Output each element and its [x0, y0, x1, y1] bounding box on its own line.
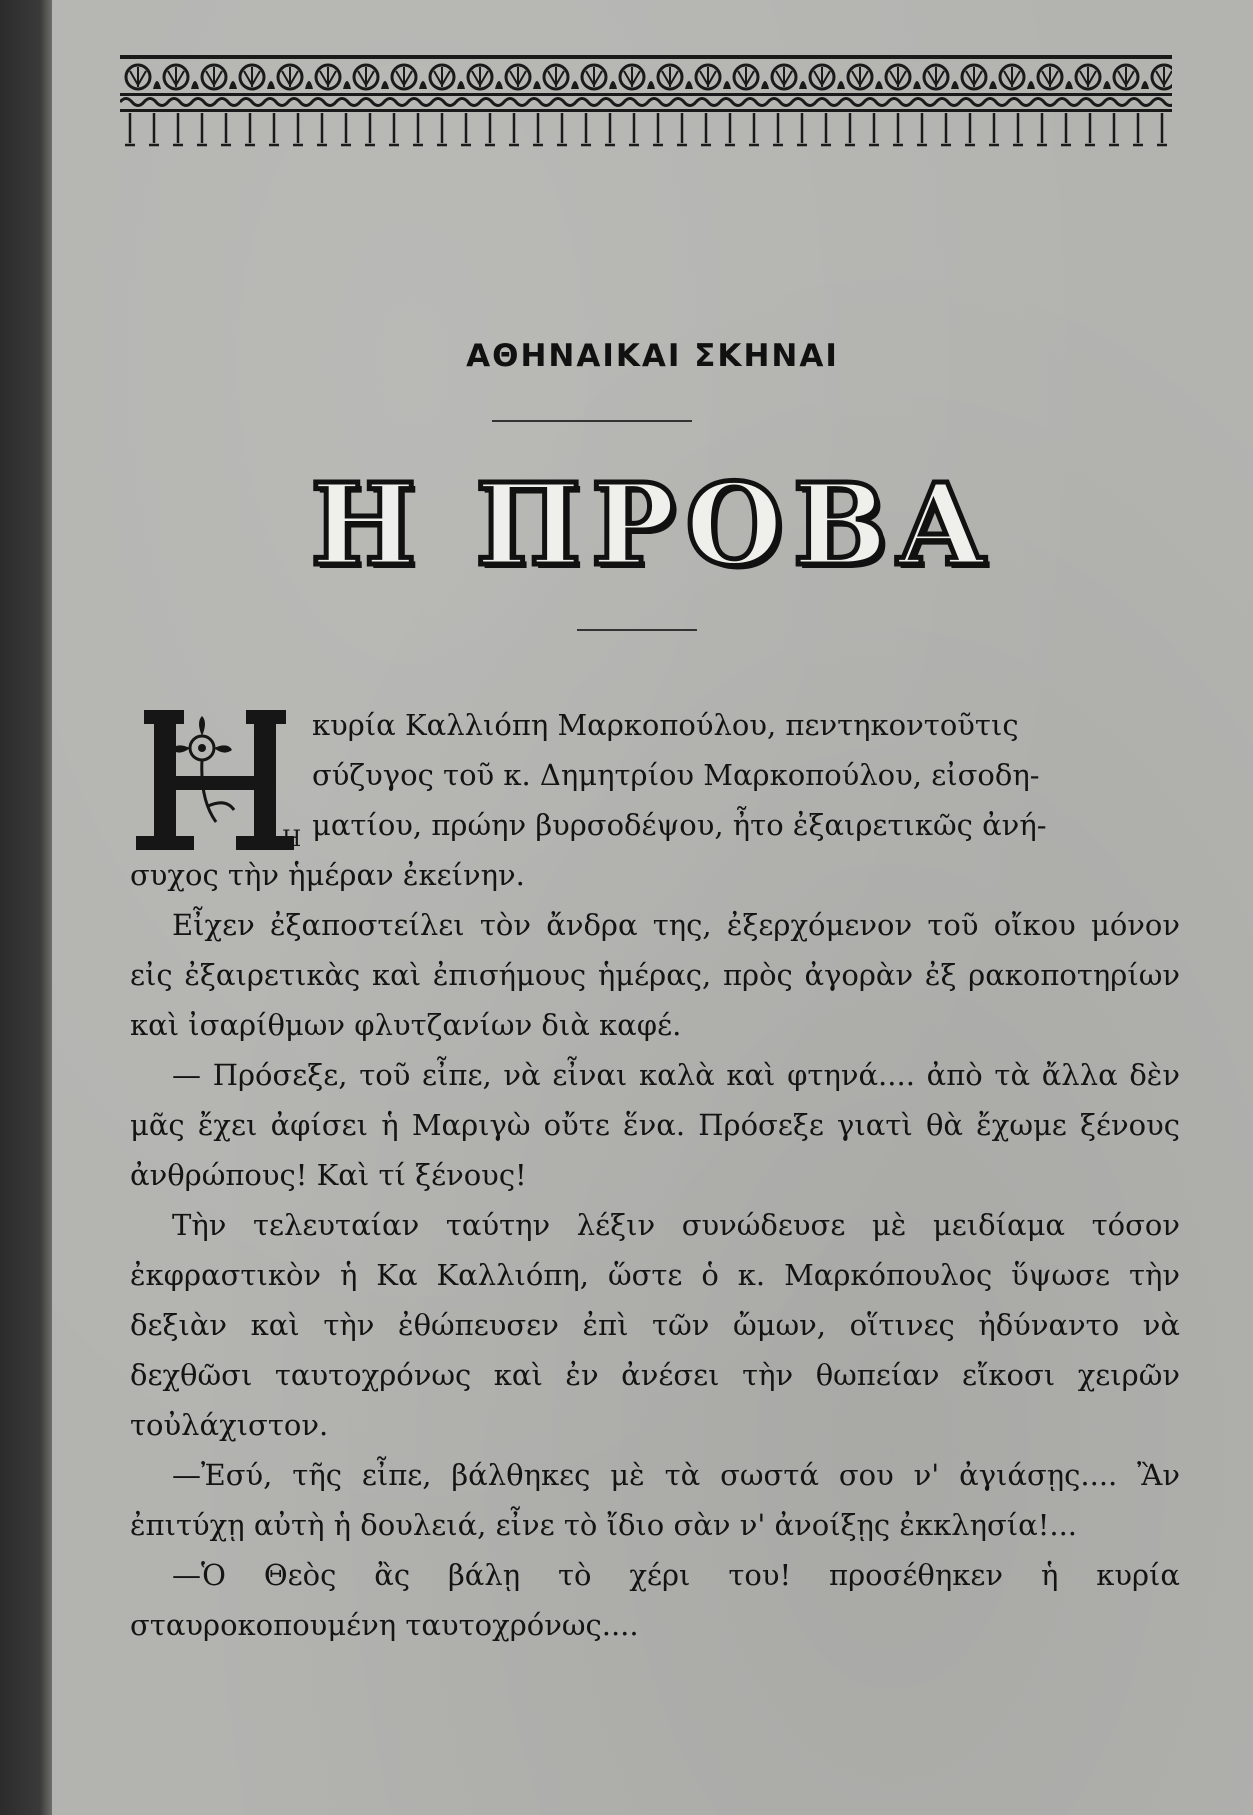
paragraph: Εἶχεν ἐξαποστείλει τὸν ἄνδρα της, ἐξερχόμενον τοῦ οἴκου μόνον εἰς ἐξαιρετικὰς καὶ ἐπισήμους ἡμέρας, πρὸς ἀγορὰν ἐξ ρακοποτηρίων καὶ ἰσαρίθμων φλυτζανίων διὰ καφέ.: [130, 908, 1180, 1042]
section-title: ΑΘΗΝΑΙΚΑΙ ΣΚΗΝΑΙ: [466, 338, 839, 374]
intro-line: ματίου, πρώην βυρσοδέψου, ἦτο ἐξαιρετικῶς ἀνή-: [312, 808, 1047, 842]
article-body: [130, 700, 1180, 1650]
article-title: Η ΠΡΟΒΑ: [310, 460, 995, 591]
dropcap-letter: Η: [282, 827, 302, 850]
book-page: [52, 0, 1253, 1815]
book-binding-edge: [0, 0, 52, 1815]
ornamental-header-band: [120, 55, 1172, 160]
paragraph: συχος τὴν ἡμέραν ἐκείνην.: [130, 858, 525, 892]
divider-rule: [492, 420, 692, 422]
paragraph: Τὴν τελευταίαν ταύτην λέξιν συνώδευσε μὲ μειδίαμα τόσον ἐκφραστικὸν ἡ Κα Καλλιόπη, ὥστε ὁ κ. Μαρκόπουλος ὕψωσε τὴν δεξιὰν καὶ τὴν ἐθώπευσεν ἐπὶ τῶν ὤμων, οἵτινες ἠδύναντο νὰ δεχθῶσι ταυτοχρόνως καὶ ἐν ἀνέσει τὴν θωπείαν εἴκοσι χειρῶν τοὐλάχιστον.: [130, 1208, 1180, 1442]
divider-rule: [577, 629, 697, 631]
paragraph: —Ὁ Θεὸς ἂς βάλῃ τὸ χέρι του! προσέθηκεν ἡ κυρία σταυροκοπουμένη ταυτοχρόνως....: [130, 1558, 1180, 1642]
intro-line: κυρία Καλλιόπη Μαρκοπούλου, πεντηκοντοῦτις: [312, 708, 1019, 742]
paragraph: —Ἐσύ, τῆς εἶπε, βάλθηκες μὲ τὰ σωστά σου ν' ἀγιάσῃς.... Ἂν ἐπιτύχῃ αὐτὴ ἡ δουλειά, εἶνε τὸ ἴδιο σὰν ν' ἀνοίξῃς ἐκκλησία!...: [130, 1458, 1180, 1542]
paragraph: — Πρόσεξε, τοῦ εἶπε, νὰ εἶναι καλὰ καὶ φτηνά.... ἀπὸ τὰ ἄλλα δὲν μᾶς ἔχει ἀφίσει ἡ Μαριγὼ οὔτε ἕνα. Πρόσεξε γιατὶ θὰ ἔχωμε ξένους ἀνθρώπους! Καὶ τί ξένους!: [130, 1058, 1180, 1192]
intro-line: σύζυγος τοῦ κ. Δημητρίου Μαρκοπούλου, εἰσοδη-: [312, 758, 1040, 792]
